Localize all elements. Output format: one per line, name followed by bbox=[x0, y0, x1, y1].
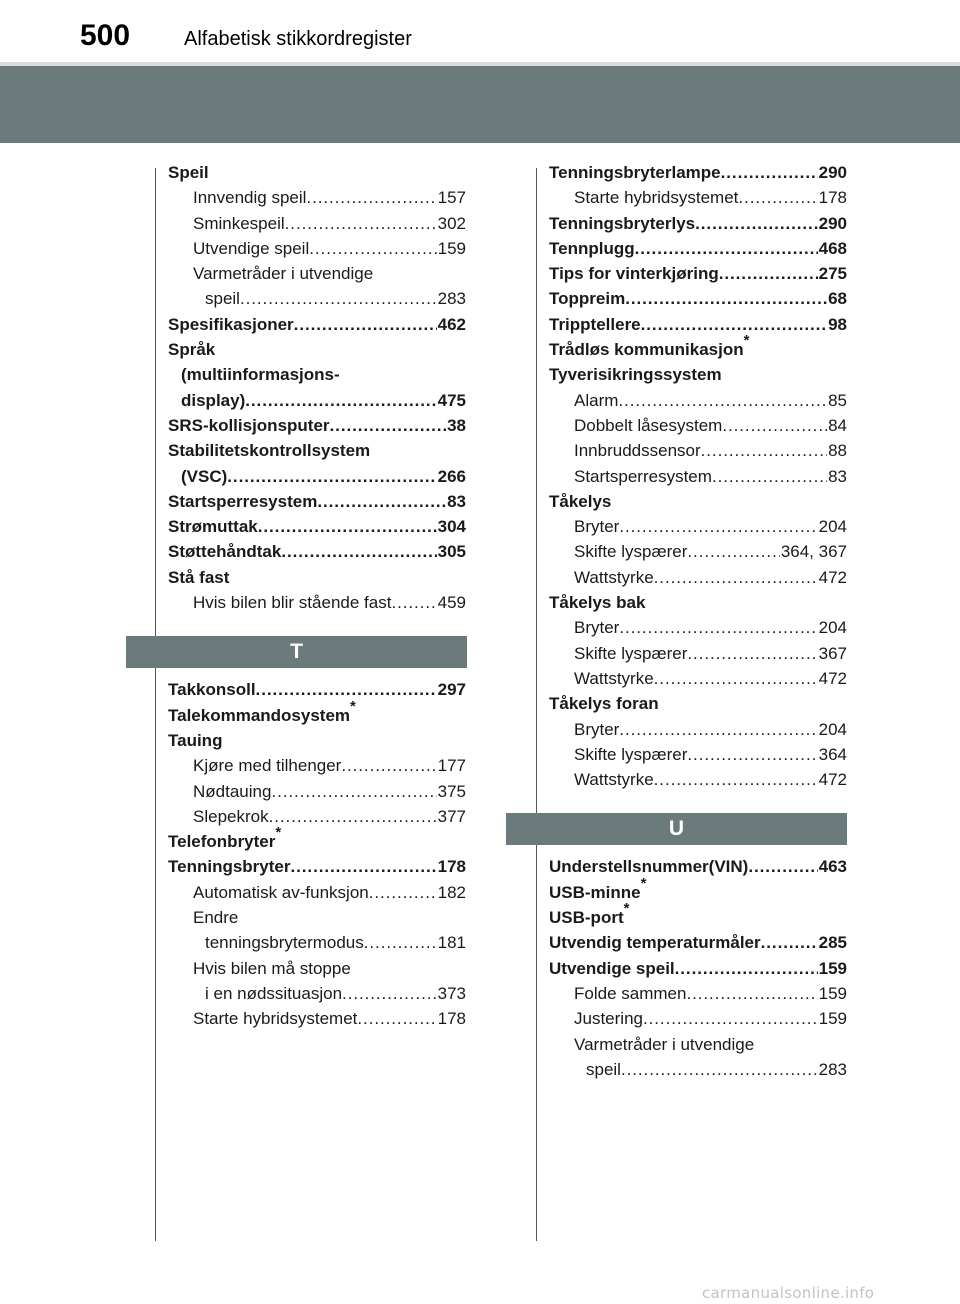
index-term: Spesifikasjoner bbox=[168, 314, 294, 334]
index-entry bbox=[549, 981, 847, 1006]
index-term: Stabilitetskontrollsystem bbox=[168, 441, 371, 461]
index-entry bbox=[168, 590, 466, 615]
page-reference: 182 bbox=[437, 882, 466, 902]
index-entry bbox=[168, 779, 466, 804]
index-entry bbox=[549, 160, 847, 185]
index-entry bbox=[168, 697, 466, 728]
dot-leader bbox=[342, 981, 437, 1006]
letter-divider-u: U bbox=[506, 813, 847, 845]
index-entry bbox=[549, 742, 847, 767]
index-entry bbox=[168, 337, 466, 362]
index-term: speil bbox=[205, 289, 240, 309]
index-term: Tips for vinterkjøring bbox=[549, 264, 719, 284]
page-reference: 266 bbox=[437, 466, 466, 486]
index-term: Varmetråder i utvendige bbox=[574, 1034, 755, 1054]
dot-leader bbox=[621, 1057, 818, 1082]
dot-leader bbox=[285, 211, 437, 236]
index-entry bbox=[168, 1006, 466, 1031]
index-term: Kjøre med tilhenger bbox=[193, 756, 342, 776]
page-reference: 204 bbox=[818, 719, 847, 739]
dot-leader bbox=[256, 677, 437, 702]
index-term: Startsperresystem bbox=[168, 491, 318, 511]
index-entry bbox=[549, 539, 847, 564]
index-term: (multiinformasjons- bbox=[181, 365, 340, 385]
page-reference: 375 bbox=[437, 781, 466, 801]
index-group-t-continued bbox=[549, 160, 847, 792]
page-reference: 38 bbox=[447, 415, 466, 435]
index-entry bbox=[549, 286, 847, 311]
index-term: Startsperresystem bbox=[574, 466, 712, 486]
footnote-star: * bbox=[275, 824, 282, 842]
dot-leader bbox=[722, 413, 827, 438]
index-term: Telefonbryter bbox=[168, 832, 276, 852]
page-reference: 364 bbox=[818, 744, 847, 764]
page-reference: 283 bbox=[818, 1059, 847, 1079]
dot-leader bbox=[369, 880, 437, 905]
index-entry bbox=[549, 185, 847, 210]
page-reference: 297 bbox=[437, 680, 466, 700]
index-term: Wattstyrke bbox=[574, 567, 654, 587]
index-term: tenningsbrytermodus bbox=[205, 933, 364, 953]
page-reference: 283 bbox=[437, 289, 466, 309]
column-rule-middle bbox=[536, 168, 537, 1241]
dot-leader bbox=[245, 388, 436, 413]
dot-leader bbox=[364, 930, 437, 955]
index-entry bbox=[168, 438, 466, 463]
index-term: Tenningsbryterlys bbox=[549, 213, 696, 233]
page-reference: 290 bbox=[818, 163, 847, 182]
dot-leader bbox=[675, 956, 818, 981]
index-entry bbox=[549, 666, 847, 691]
index-entry bbox=[549, 312, 847, 337]
page-reference: 302 bbox=[437, 213, 466, 233]
index-term: Takkonsoll bbox=[168, 680, 256, 700]
page-reference: 304 bbox=[437, 517, 466, 537]
page-reference: 83 bbox=[447, 491, 466, 511]
index-entry bbox=[549, 413, 847, 438]
index-entry bbox=[549, 489, 847, 514]
dot-leader bbox=[306, 185, 436, 210]
page-reference: 159 bbox=[818, 983, 847, 1003]
index-entry bbox=[549, 615, 847, 640]
index-entry bbox=[168, 956, 466, 981]
dot-leader bbox=[357, 1006, 436, 1031]
index-term: Bryter bbox=[574, 719, 620, 739]
index-term: Wattstyrke bbox=[574, 770, 654, 790]
dot-leader bbox=[294, 312, 437, 337]
page-reference: 472 bbox=[818, 668, 847, 688]
page-reference: 98 bbox=[828, 314, 847, 334]
index-entry bbox=[549, 565, 847, 590]
page-reference: 459 bbox=[437, 593, 466, 613]
index-term: Talekommandosystem bbox=[168, 705, 351, 725]
watermark: carmanualsonline.info bbox=[702, 1284, 875, 1302]
index-term: Justering bbox=[574, 1009, 643, 1029]
page-reference: 275 bbox=[818, 264, 847, 284]
page-reference: 84 bbox=[828, 415, 847, 435]
running-title: Alfabetisk stikkordregister bbox=[184, 28, 412, 50]
dot-leader bbox=[309, 236, 436, 261]
page-reference: 178 bbox=[437, 857, 466, 877]
index-entry bbox=[168, 539, 466, 564]
page-reference: 462 bbox=[437, 314, 466, 334]
index-term: Utvendige speil bbox=[193, 238, 310, 258]
page-reference: 468 bbox=[818, 238, 847, 258]
dot-leader bbox=[712, 464, 827, 489]
page-reference: 290 bbox=[818, 213, 847, 233]
index-entry bbox=[549, 767, 847, 792]
dot-leader bbox=[227, 464, 436, 489]
index-entry bbox=[549, 854, 847, 879]
index-term: Wattstyrke bbox=[574, 668, 654, 688]
index-term: Tyverisikringssystem bbox=[549, 365, 722, 385]
index-term: Folde sammen bbox=[574, 983, 687, 1003]
index-entry bbox=[549, 1006, 847, 1031]
footnote-star: * bbox=[743, 332, 750, 350]
page-reference: 204 bbox=[818, 517, 847, 537]
index-term: Strømuttak bbox=[168, 517, 258, 537]
header-band bbox=[0, 66, 960, 143]
index-entry bbox=[168, 413, 466, 438]
index-entry bbox=[549, 332, 847, 362]
page-reference: 285 bbox=[818, 933, 847, 953]
page-reference: 377 bbox=[437, 806, 466, 826]
index-group-u bbox=[549, 854, 847, 1082]
index-entry bbox=[549, 514, 847, 539]
index-term: Tåkelys foran bbox=[549, 694, 659, 714]
index-entry bbox=[168, 312, 466, 337]
index-entry bbox=[549, 900, 847, 930]
page-reference: 159 bbox=[818, 958, 847, 978]
index-term: Bryter bbox=[574, 517, 620, 537]
page-reference: 204 bbox=[818, 618, 847, 638]
dot-leader bbox=[341, 753, 436, 778]
index-term: USB-minne bbox=[549, 882, 641, 902]
page-reference: 159 bbox=[818, 1009, 847, 1029]
dot-leader bbox=[654, 767, 818, 792]
page-reference: 85 bbox=[828, 390, 847, 410]
index-term: (VSC) bbox=[181, 466, 228, 486]
index-entry bbox=[168, 565, 466, 590]
footnote-star: * bbox=[623, 900, 630, 918]
page-header bbox=[0, 0, 960, 62]
index-term: Hvis bilen må stoppe bbox=[193, 958, 351, 978]
index-term: Tripptellere bbox=[549, 314, 641, 334]
index-entry bbox=[168, 185, 466, 210]
dot-leader bbox=[317, 489, 446, 514]
dot-leader bbox=[654, 666, 818, 691]
index-term: Innvendig speil bbox=[193, 188, 307, 208]
index-entry bbox=[168, 728, 466, 753]
column-rule-left bbox=[155, 168, 156, 1241]
index-entry bbox=[168, 930, 466, 955]
page-number: 500 bbox=[80, 19, 131, 52]
index-term: speil bbox=[586, 1059, 621, 1079]
index-entry bbox=[168, 514, 466, 539]
index-entry bbox=[549, 956, 847, 981]
dot-leader bbox=[687, 539, 779, 564]
page-reference: 463 bbox=[818, 857, 847, 877]
index-term: Bryter bbox=[574, 618, 620, 638]
dot-leader bbox=[258, 514, 437, 539]
page-reference: 373 bbox=[437, 983, 466, 1003]
index-entry bbox=[549, 388, 847, 413]
dot-leader bbox=[619, 514, 817, 539]
index-term: Utvendige speil bbox=[549, 958, 675, 978]
index-entry bbox=[168, 236, 466, 261]
page-reference: 178 bbox=[818, 188, 847, 208]
index-term: Innbruddssensor bbox=[574, 441, 701, 461]
index-term: Tåkelys bbox=[549, 491, 612, 511]
index-entry bbox=[549, 362, 847, 387]
index-term: Tennplugg bbox=[549, 238, 635, 258]
index-entry bbox=[549, 236, 847, 261]
index-entry bbox=[549, 641, 847, 666]
index-term: Slepekrok bbox=[193, 806, 269, 826]
index-entry bbox=[168, 464, 466, 489]
index-entry bbox=[549, 1057, 847, 1082]
dot-leader bbox=[738, 185, 817, 210]
index-term: Nødtauing bbox=[193, 781, 272, 801]
dot-leader bbox=[721, 160, 818, 185]
index-term: USB-port bbox=[549, 908, 624, 928]
index-entry bbox=[168, 160, 466, 185]
index-term: Automatisk av-funksjon bbox=[193, 882, 369, 902]
dot-leader bbox=[687, 641, 817, 666]
index-term: Starte hybridsystemet bbox=[574, 188, 739, 208]
dot-leader bbox=[701, 438, 827, 463]
index-entry bbox=[549, 691, 847, 716]
dot-leader bbox=[330, 413, 447, 438]
index-entry bbox=[168, 854, 466, 879]
dot-leader bbox=[618, 388, 827, 413]
dot-leader bbox=[643, 1006, 818, 1031]
index-term: Trådløs kommunikasjon bbox=[549, 340, 744, 360]
index-term: Støttehåndtak bbox=[168, 542, 282, 562]
page-reference: 472 bbox=[818, 770, 847, 790]
page-reference: 83 bbox=[828, 466, 847, 486]
dot-leader bbox=[654, 565, 818, 590]
index-term: Alarm bbox=[574, 390, 619, 410]
index-entry bbox=[168, 489, 466, 514]
index-term: Speil bbox=[168, 163, 209, 182]
page-reference: 475 bbox=[437, 390, 466, 410]
index-term: Understellsnummer(VIN) bbox=[549, 857, 749, 877]
index-entry bbox=[168, 880, 466, 905]
page-reference: 364, 367 bbox=[780, 542, 847, 562]
index-entry bbox=[168, 362, 466, 387]
index-term: Sminkespeil bbox=[193, 213, 285, 233]
index-entry bbox=[549, 875, 847, 905]
index-term: Skifte lyspærer bbox=[574, 643, 688, 663]
dot-leader bbox=[619, 615, 817, 640]
index-term: Språk bbox=[168, 340, 216, 360]
index-entry bbox=[168, 211, 466, 236]
index-term: i en nødssituasjon bbox=[205, 983, 343, 1003]
index-term: Skifte lyspærer bbox=[574, 744, 688, 764]
footnote-star: * bbox=[350, 697, 356, 715]
index-entry bbox=[168, 261, 466, 286]
dot-leader bbox=[269, 804, 437, 829]
index-entry bbox=[168, 388, 466, 413]
dot-leader bbox=[281, 539, 436, 564]
index-column-left bbox=[168, 160, 466, 1032]
index-entry bbox=[168, 804, 466, 829]
page-reference: 159 bbox=[437, 238, 466, 258]
index-entry bbox=[549, 717, 847, 742]
index-term: display) bbox=[181, 390, 246, 410]
index-group-s bbox=[168, 160, 466, 615]
index-term: Varmetråder i utvendige bbox=[193, 264, 374, 284]
index-term: Starte hybridsystemet bbox=[193, 1009, 358, 1029]
dot-leader bbox=[240, 286, 437, 311]
dot-leader bbox=[641, 312, 827, 337]
index-group-t bbox=[168, 677, 466, 1031]
page-reference: 178 bbox=[437, 1009, 466, 1029]
dot-leader bbox=[391, 590, 436, 615]
index-entry bbox=[168, 905, 466, 930]
index-term: Stå fast bbox=[168, 567, 230, 587]
index-entry bbox=[549, 464, 847, 489]
dot-leader bbox=[635, 236, 818, 261]
page-reference: 88 bbox=[828, 441, 847, 461]
index-term: Toppreim bbox=[549, 289, 626, 309]
dot-leader bbox=[719, 261, 818, 286]
index-term: Hvis bilen blir stående fast bbox=[193, 593, 392, 613]
index-term: Endre bbox=[193, 908, 239, 928]
index-term: Tenningsbryterlampe bbox=[549, 163, 721, 182]
index-entry bbox=[549, 438, 847, 463]
index-entry bbox=[549, 211, 847, 236]
index-entry bbox=[168, 824, 466, 854]
footnote-star: * bbox=[640, 875, 647, 893]
page-reference: 305 bbox=[437, 542, 466, 562]
index-entry bbox=[549, 261, 847, 286]
page-reference: 472 bbox=[818, 567, 847, 587]
index-term: Dobbelt låsesystem bbox=[574, 415, 723, 435]
dot-leader bbox=[686, 981, 817, 1006]
page-reference: 68 bbox=[828, 289, 847, 309]
index-entry bbox=[549, 930, 847, 955]
index-term: Tauing bbox=[168, 730, 223, 750]
dot-leader bbox=[625, 286, 827, 311]
dot-leader bbox=[695, 211, 818, 236]
dot-leader bbox=[290, 854, 436, 879]
index-entry bbox=[549, 590, 847, 615]
page-reference: 177 bbox=[437, 756, 466, 776]
index-entry bbox=[168, 753, 466, 778]
page-reference: 367 bbox=[818, 643, 847, 663]
index-entry bbox=[168, 677, 466, 702]
index-term: Tåkelys bak bbox=[549, 593, 646, 613]
dot-leader bbox=[687, 742, 817, 767]
index-term: Tenningsbryter bbox=[168, 857, 291, 877]
letter-divider-t: T bbox=[126, 636, 467, 668]
index-entry bbox=[168, 286, 466, 311]
index-entry bbox=[168, 981, 466, 1006]
index-entry bbox=[549, 1032, 847, 1057]
dot-leader bbox=[271, 779, 436, 804]
index-term: SRS-kollisjonsputer bbox=[168, 415, 330, 435]
index-column-right bbox=[549, 160, 847, 1082]
index-term: Utvendig temperaturmåler bbox=[549, 933, 761, 953]
page-reference: 181 bbox=[437, 933, 466, 953]
page-reference: 157 bbox=[437, 188, 466, 208]
index-term: Skifte lyspærer bbox=[574, 542, 688, 562]
dot-leader bbox=[748, 854, 817, 879]
dot-leader bbox=[761, 930, 818, 955]
dot-leader bbox=[619, 717, 817, 742]
